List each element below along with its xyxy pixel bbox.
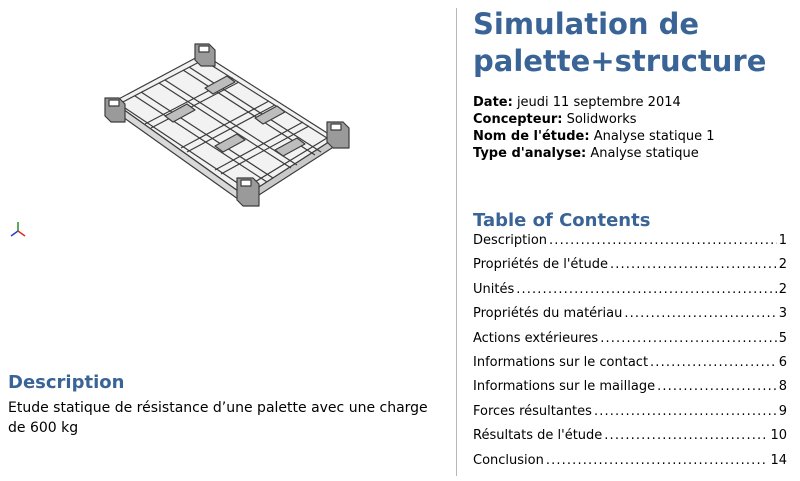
toc-leader [610,257,777,272]
toc-item-label: Résultats de l'étude [473,428,603,444]
toc-item-page: 3 [778,306,787,322]
toc-item-label: Informations sur le contact [473,354,649,370]
toc-leader [624,306,776,321]
toc-leader [600,331,777,346]
toc-item-label: Conclusion [473,452,544,468]
toc-item-page: 8 [778,379,787,395]
column-divider [456,8,457,476]
meta-label: Concepteur: [473,112,563,127]
meta-value: jeudi 11 septembre 2014 [516,95,681,110]
study-metadata [473,94,714,162]
toc-item-material-properties[interactable] [473,306,787,330]
toc-item-page: 2 [778,281,787,297]
toc-item-external-actions[interactable] [473,331,787,355]
toc-item-page: 2 [778,257,787,273]
toc-leader [516,282,776,297]
toc-item-label: Actions extérieures [473,330,599,346]
meta-value: Analyse statique 1 [593,129,715,144]
toc-item-label: Description [473,233,548,248]
toc-item-page: 1 [778,233,787,248]
toc-item-page: 14 [770,452,787,468]
toc-item-units[interactable] [473,282,787,306]
toc-item-label: Propriétés de l'étude [473,257,608,273]
toc-item-page: 5 [778,330,787,346]
toc-item-page: 9 [778,403,787,419]
meta-value: Solidworks [566,112,637,127]
meta-analysis-type [473,145,714,162]
toc-item-label: Forces résultantes [473,403,592,419]
toc-leader [549,233,777,248]
toc-item-study-properties[interactable] [473,257,787,281]
description-heading: Description [8,372,125,393]
toc-item-page: 6 [778,354,787,370]
toc-item-conclusion[interactable] [473,453,787,477]
table-of-contents [473,233,787,477]
axis-triad-icon [8,220,28,240]
toc-leader [657,379,777,394]
meta-date [473,94,714,111]
pallet-frame-model-image [95,38,365,213]
meta-value: Analyse statique [590,146,699,161]
toc-item-resultant-forces[interactable] [473,404,787,428]
toc-item-description[interactable] [473,233,787,257]
description-text: Etude statique de résistance d’une palette avec une charge de 600 kg [8,400,428,436]
toc-leader [604,428,768,443]
toc-item-study-results[interactable] [473,428,787,452]
toc-heading: Table of Contents [473,210,651,231]
toc-item-mesh-info[interactable] [473,379,787,403]
meta-designer [473,111,714,128]
meta-label: Date: [473,95,513,110]
meta-label: Nom de l'étude: [473,129,590,144]
toc-item-contact-info[interactable] [473,355,787,379]
toc-item-label: Informations sur le maillage [473,379,656,395]
meta-study-name [473,128,714,145]
toc-leader [650,355,777,370]
toc-item-label: Unités [473,281,515,297]
document-title: Simulation de palette+structure [473,7,767,78]
toc-item-label: Propriétés du matériau [473,306,623,322]
meta-label: Type d'analyse: [473,146,587,161]
toc-leader [594,404,777,419]
toc-leader [546,453,769,468]
toc-item-page: 10 [770,428,787,444]
